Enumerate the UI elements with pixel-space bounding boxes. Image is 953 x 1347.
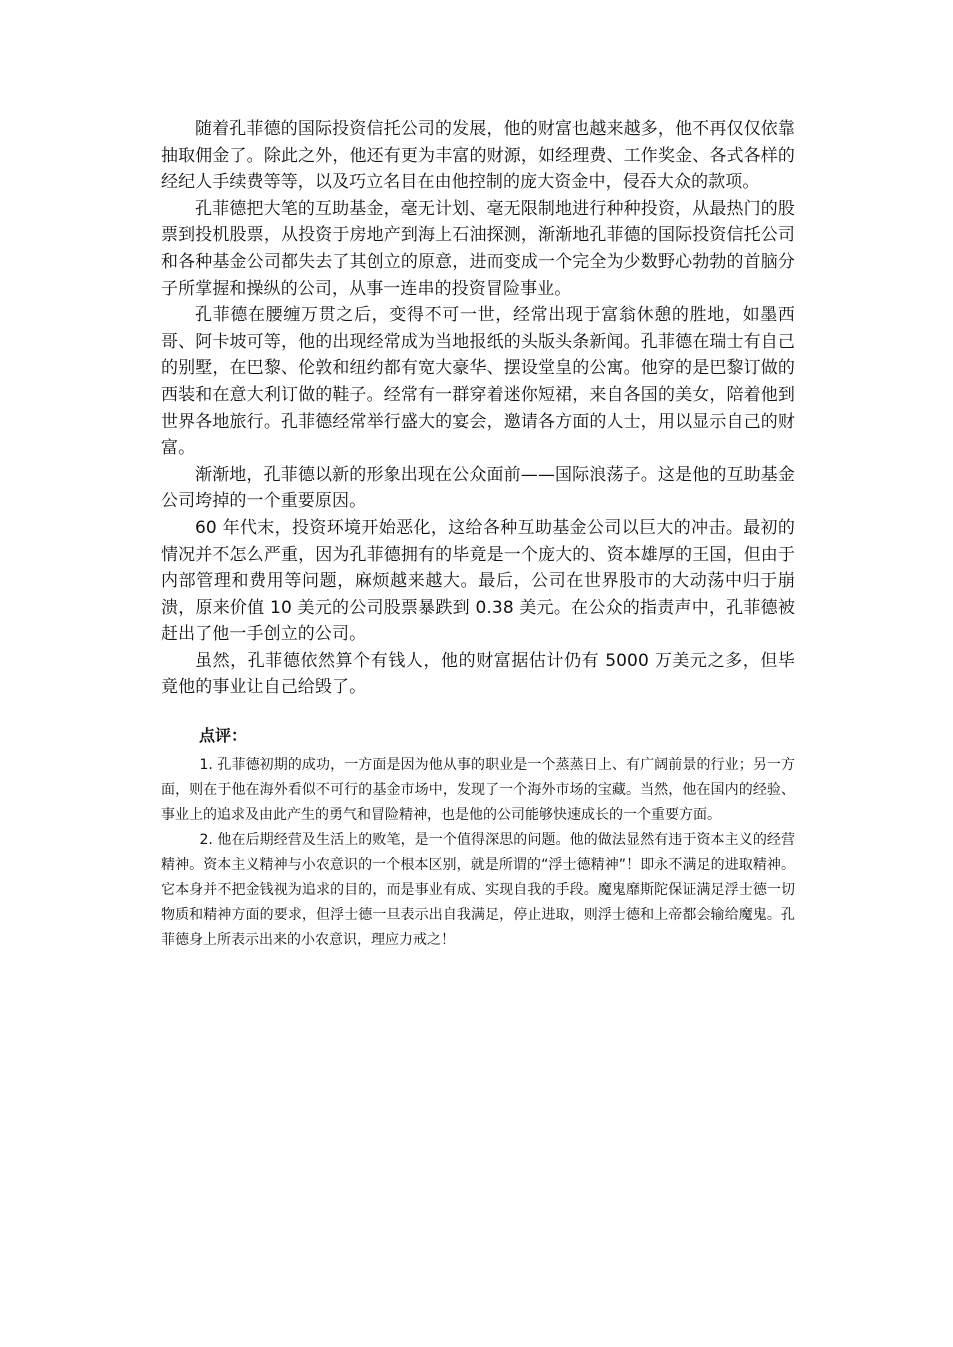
body-paragraph-6: 虽然，孔菲德依然算个有钱人，他的财富据估计仍有 5000 万美元之多，但毕竟他的事业让自己给毁了。: [161, 650, 795, 698]
article-body: [161, 116, 795, 701]
body-paragraph-5: 60 年代末，投资环境开始恶化，这给各种互助基金公司以巨大的冲击。最初的情况并不怎么严重，因为孔菲德拥有的毕竟是一个庞大的、资本雄厚的王国，但由于内部管理和费用等问题，麻烦越来越大。最后，公司在世界股市的大动荡中归于崩溃，原来价值 10 美元的公司股票暴跌到 0.38 美元。在公众的指责声中，孔菲德被赶出了他一手创立的公司。: [161, 517, 795, 645]
body-paragraph-3: 孔菲德在腰缠万贯之后，变得不可一世，经常出现于富翁休憩的胜地，如墨西哥、阿卡坡可等，他的出现经常成为当地报纸的头版头条新闻。孔菲德在瑞士有自己的别墅，在巴黎、伦敦和纽约都有宽大豪华、摆设堂皇的公寓。他穿的是巴黎订做的西装和在意大利订做的鞋子。经常有一群穿着迷你短裙，来自各国的美女，陪着他到世界各地旅行。孔菲德经常举行盛大的宴会，邀请各方面的人士，用以显示自己的财富。: [161, 305, 795, 459]
commentary-title: 点评：: [199, 726, 248, 746]
body-paragraph-1: 随着孔菲德的国际投资信托公司的发展，他的财富也越来越多，他不再仅仅依靠抽取佣金了。除此之外，他还有更为丰富的财源，如经理费、工作奖金、各式各样的经纪人手续费等等，以及巧立名目在由他控制的庞大资金中，侵吞大众的款项。: [161, 119, 795, 193]
body-paragraph-4: 渐渐地，孔菲德以新的形象出现在公众面前——国际浪荡子。这是他的互助基金公司垮掉的一个重要原因。: [161, 464, 795, 512]
commentary-paragraph-2: 2. 他在后期经营及生活上的败笔，是一个值得深思的问题。他的做法显然有违于资本主义的经营精神。资本主义精神与小农意识的一个根本区别，就是所谓的“浮士德精神”！即永不满足的进取精神。它本身并不把金钱视为追求的目的，而是事业有成、实现自我的手段。魔鬼靡斯陀保证满足浮士德一切物质和精神方面的要求，但浮士德一旦表示出自我满足，停止进取，则浮士德和上帝都会输给魔鬼。孔菲德身上所表示出来的小农意识，理应力戒之！: [161, 832, 795, 949]
body-paragraph-2: 孔菲德把大笔的互助基金，毫无计划、毫无限制地进行种种投资，从最热门的股票到投机股票，从投资于房地产到海上石油探测，渐渐地孔菲德的国际投资信托公司和各种基金公司都失去了其创立的原意，进而变成一个完全为少数野心勃勃的首脑分子所掌握和操纵的公司，从事一连串的投资冒险事业。: [161, 198, 795, 299]
page-content: [161, 116, 795, 953]
commentary-section: [161, 723, 795, 953]
commentary-paragraph-1: 1. 孔菲德初期的成功，一方面是因为他从事的职业是一个蒸蒸日上、有广阔前景的行业；另一方面，则在于他在海外看似不可行的基金市场中，发现了一个海外市场的宝藏。当然，他在国内的经验、事业上的追求及由此产生的勇气和冒险精神，也是他的公司能够快速成长的一个重要方面。: [161, 757, 795, 824]
